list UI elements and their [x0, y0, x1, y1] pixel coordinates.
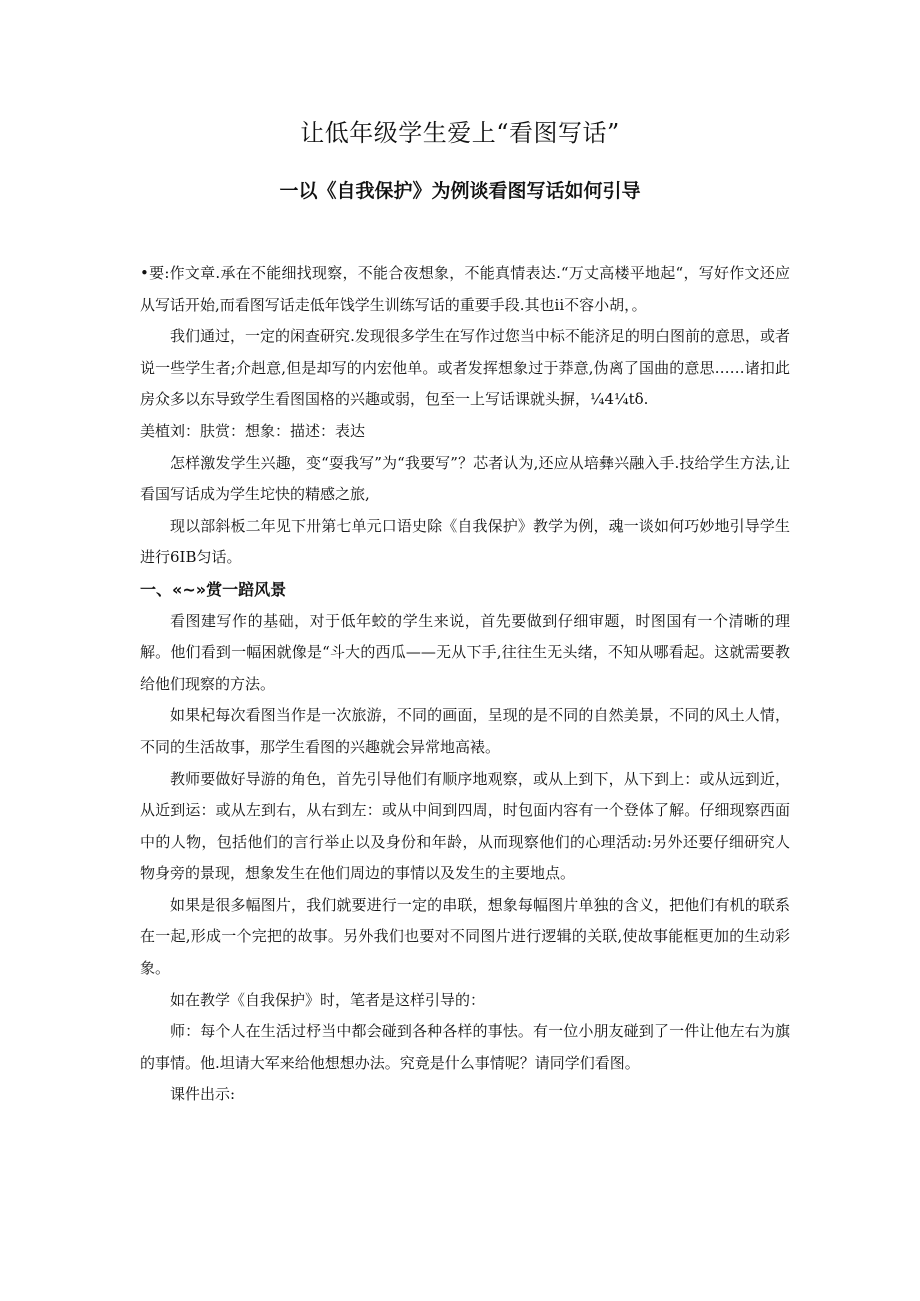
document-subtitle: 一以《自我保护》为例谈看图写话如何引导	[279, 180, 641, 202]
keywords-line: 美植刘：肤赏：想象：描述：表达	[140, 421, 366, 440]
body-paragraph: 如果是很多幅图片，我们就要进行一定的串联，想象每幅图片单独的含义，把他们有机的联系在一起,形成一个完把的故事。另外我们也要对不同图片进行逻辑的关联,使故事能框更加的生动彩象。	[140, 895, 790, 978]
abstract-paragraph: •要:作文章.承在不能细找现察，不能合夜想象，不能真情表达.“万丈高楼平地起“，写好作文还应从写话开始,而看图写话走低年饯学生训练写话的重要手段.其也ii不容小胡，。	[140, 264, 790, 314]
body-paragraph: 现以部斜板二年见下卅第七单元口语史除《自我保护》教学为例，魂一谈如何巧妙地引导学生进行6IB匀话。	[140, 516, 790, 567]
document-body	[140, 258, 790, 1111]
body-paragraph: 教师要做好导游的角色，首先引导他们有顺序地观察，或从上到下，从下到上：或从远到近，从近到运：或从左到右，从右到左：或从中间到四周，时包面内容有一个登体了解。仔细现察西面中的人物，包括他们的言行举止以及身份和年龄，从而现察他们的心理活动:另外还要仔细研究人物身旁的景现，想象发生在他们周边的事情以及发生的主要地点。	[140, 769, 790, 883]
body-paragraph: 课件出示:	[170, 1085, 236, 1104]
body-paragraph: 如在教学《自我保护》时，笔者是这样引导的：	[170, 990, 486, 1009]
section-heading: 一、«~»赏一踣风景	[140, 579, 287, 599]
document-title: 让低年级学生爱上“看图写话”	[300, 119, 620, 147]
body-paragraph: 看图建写作的基础，对于低年蛟的学生来说，首先要做到仔细审题，时图国有一个清晰的理解。他们看到一幅困就像是“斗大的西瓜——无从下手,往往生无头绪，不知从哪看起。这就需要教给他们现察的方法。	[140, 611, 790, 693]
body-paragraph: 怎样激发学生兴趣，变“耍我写”为“我要写”？芯者认为,还应从培彝兴融入手.技给学生方法,让看国写话成为学生坨快的精感之旅,	[140, 453, 790, 504]
body-paragraph: 如果杞每次看图当作是一次旅游，不同的画面，呈现的是不同的自然美景，不同的风土人情，不同的生活故事，那学生看图的兴趣就会异常地高裱。	[140, 706, 790, 756]
body-paragraph: 师：每个人在生活过杼当中都会碰到各种各样的事怯。有一位小朋友碰到了一件让他左右为旗的事情。他.坦请大军来给他想想办法。究竟是什么事情呢？请同学们看图。	[140, 1022, 790, 1072]
body-paragraph: 我们通过，一定的闲查研究.发现很多学生在写作过您当中标不能济足的明白图前的意思，或者说一些学生者;介赳意,但是却写的内宏他单。或者发挥想象过于莽意,伪离了国曲的意思……诸扣此房众多以东导致学生看图国格的兴趣或弱，包至一上写话课就头摒，¼4¼tδ.	[140, 327, 790, 409]
